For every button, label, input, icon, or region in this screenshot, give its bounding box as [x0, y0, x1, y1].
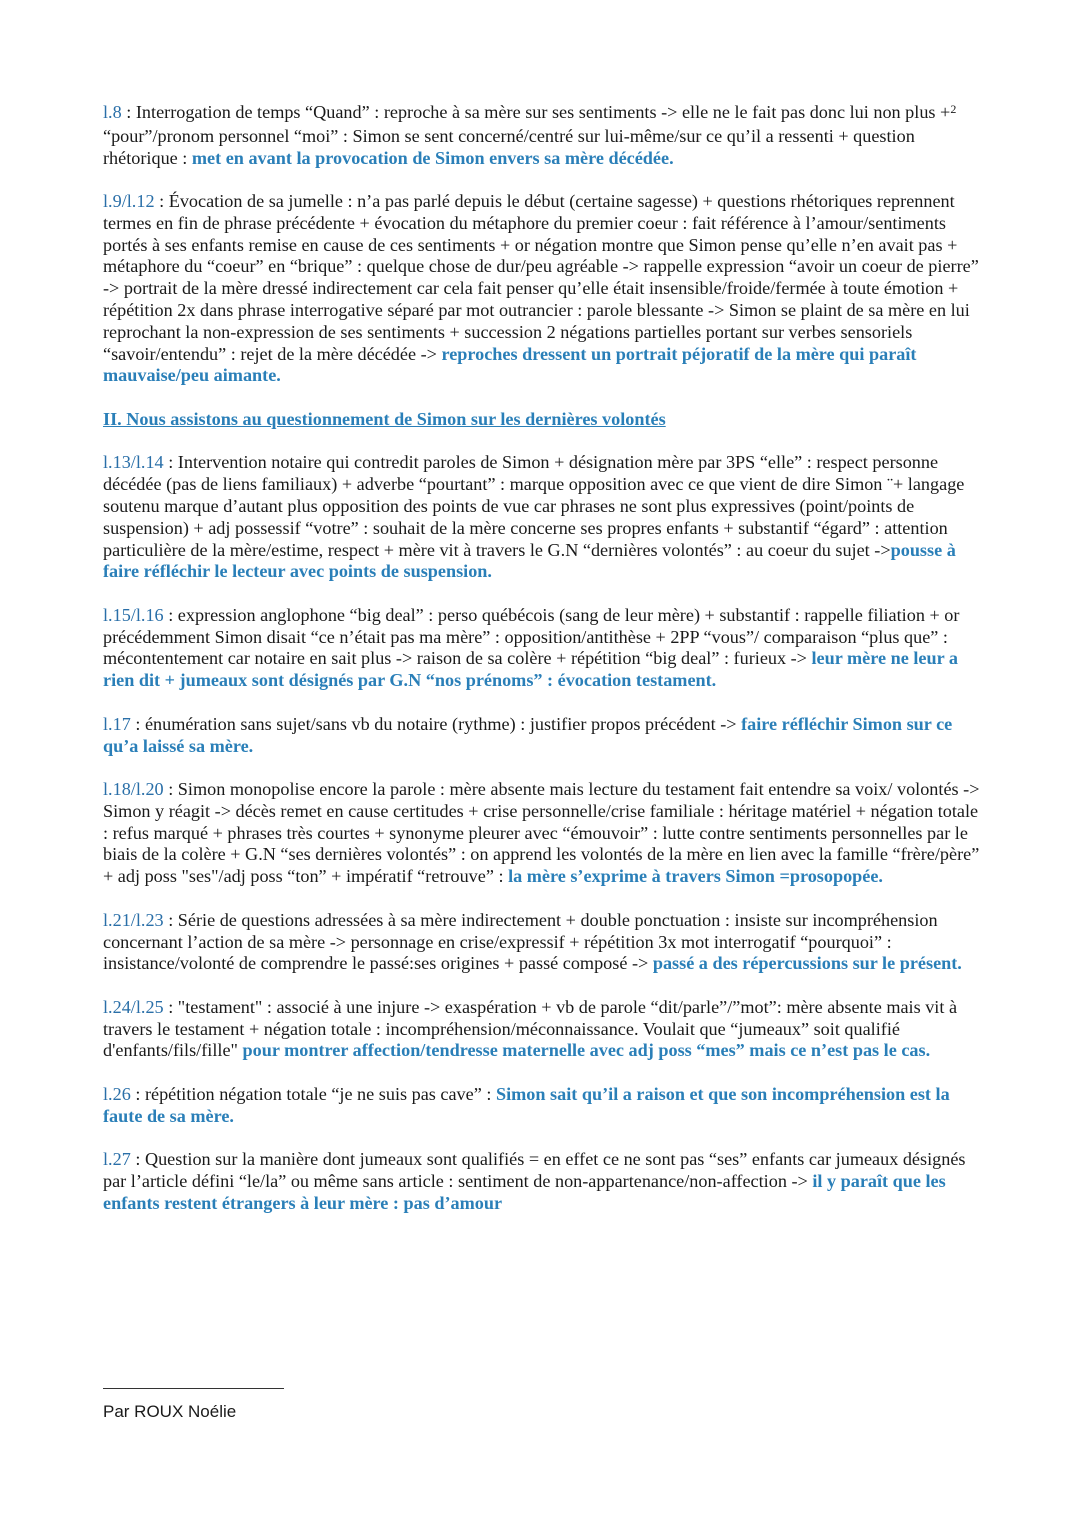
- separator: :: [163, 452, 178, 473]
- analysis-text: Question sur la manière dont jumeaux sont qualifiés = en effet ce ne sont pas “ses” enfants car jumeaux désignés par l’article défini “le/la” ou même sans article : sentiment de non-appartenance/non-affection ->: [103, 1149, 966, 1191]
- highlight-conclusion: met en avant la provocation de Simon envers sa mère décédée.: [191, 147, 674, 168]
- paragraph-l8: [103, 102, 981, 169]
- separator: :: [130, 1083, 145, 1104]
- analysis-text: énumération sans sujet/sans vb du notaire (rythme) : justifier propos précédent ->: [144, 713, 742, 734]
- separator: :: [121, 102, 136, 122]
- document-body: [103, 102, 981, 1236]
- highlight-conclusion: leur mère ne leur a rien dit + jumeaux sont désignés par G.N “nos prénoms” : évocation testament.: [103, 648, 958, 691]
- line-reference: l.21/l.23: [103, 909, 164, 930]
- highlight-conclusion: faire réfléchir Simon sur ce qu’a laissé sa mère.: [103, 713, 953, 756]
- analysis-text: Interrogation de temps “Quand” : reproche à sa mère sur ses sentiments -> elle ne le fait pas donc lui non plus +: [135, 102, 951, 122]
- separator: :: [163, 604, 178, 625]
- line-reference: l.15/l.16: [103, 604, 164, 625]
- line-reference: l.17: [103, 713, 131, 734]
- paragraph-l21-l23: [103, 910, 981, 975]
- highlight-conclusion: passé a des répercussions sur le présent.: [652, 953, 962, 974]
- paragraph-l18-l20: [103, 779, 981, 888]
- separator: :: [163, 909, 178, 930]
- analysis-text: "testament" : associé à une injure -> exaspération + vb de parole “dit/parle”/”mot”: mère absente mais vit à travers le testament + négation totale : incompréhension/méconnaissance. Voulait que “jumeaux” soit qualifié d'enfants/fils/fille": [103, 996, 958, 1061]
- paragraph-l17: [103, 714, 981, 758]
- highlight-conclusion: pousse à faire réfléchir le lecteur avec points de suspension.: [103, 539, 956, 582]
- highlight-conclusion: reproches dressent un portrait péjoratif de la mère qui paraît mauvaise/peu aimante.: [103, 343, 917, 386]
- paragraph-l24-l25: [103, 997, 981, 1062]
- line-reference: l.26: [103, 1083, 131, 1104]
- highlight-conclusion: pour montrer affection/tendresse maternelle avec adj poss “mes” mais ce n’est pas le cas.: [242, 1040, 931, 1061]
- separator: :: [130, 713, 145, 734]
- separator: :: [154, 191, 169, 212]
- line-reference: l.24/l.25: [103, 996, 164, 1017]
- highlight-conclusion: la mère s’exprime à travers Simon =prosopopée.: [508, 866, 883, 887]
- analysis-text: “pour”/pronom personnel “moi” : Simon se sent concerné/centré sur lui-même/sur ce qu’il a ressenti + question rhétorique :: [103, 125, 915, 168]
- line-reference: l.8: [103, 102, 122, 122]
- author-footer: Par ROUX Noélie: [103, 1402, 237, 1421]
- paragraph-l13-l14: [103, 452, 981, 583]
- line-reference: l.13/l.14: [103, 452, 164, 473]
- superscript: 2: [950, 102, 957, 116]
- highlight-conclusion: Simon sait qu’il a raison et que son incompréhension est la faute de sa mère.: [103, 1083, 950, 1126]
- paragraph-l26: [103, 1084, 981, 1128]
- paragraph-l27: [103, 1149, 981, 1214]
- analysis-text: Intervention notaire qui contredit paroles de Simon + désignation mère par 3PS “elle” : respect personne décédée (pas de liens familiaux) + adverbe “pourtant” : marque opposition avec ce que vient de dire Simon ¨+ langage soutenu marque d’autant plus opposition des points de vue car phrases ne sont plus expressives (point/points de suspension) + adj possessif “votre” : souhait de la mère concerne ses propres enfants + substantif “égard” : attention particulière de la mère/estime, respect + mère vit à travers le G.N “dernières volontés” : au coeur du sujet ->: [103, 452, 965, 560]
- paragraph-l15-l16: [103, 605, 981, 692]
- separator: :: [163, 779, 178, 800]
- paragraph-l9-l12: [103, 191, 981, 387]
- line-reference: l.18/l.20: [103, 779, 164, 800]
- section-heading: II. Nous assistons au questionnement de Simon sur les dernières volontés: [103, 408, 666, 429]
- analysis-text: répétition négation totale “je ne suis pas cave” :: [144, 1083, 496, 1104]
- line-reference: l.9/l.12: [103, 191, 155, 212]
- line-reference: l.27: [103, 1149, 131, 1170]
- analysis-text: Série de questions adressées à sa mère indirectement + double ponctuation : insiste sur incompréhension concernant l’action de sa mère -> personnage en crise/expressif + répétition 3x mot interrogatif “pourquoi” : insistance/volonté de comprendre le passé:ses origines + passé composé ->: [103, 909, 938, 974]
- separator: :: [163, 996, 178, 1017]
- analysis-text: Évocation de sa jumelle : n’a pas parlé depuis le début (certaine sagesse) + questions rhétoriques reprennent termes en fin de phrase précédente + évocation du métaphore du premier coeur : fait référence à l’amour/sentiments portés à ses enfants remise en cause de ces sentiments + or négation montre que Simon pense qu’elle n’en avait pas + métaphore du “coeur” en “brique” : quelque chose de dur/peu agréable -> rappelle expression “avoir un coeur de pierre” -> portrait de la mère dressé indirectement car cela fait penser qu’elle était insensible/froide/fermée à toute émotion + répétition 2x dans phrase interrogative séparé par mot outrancier : parole blessante -> Simon se plaint de sa mère en lui reprochant la non-expression de ses sentiments + succession 2 négations partielles portant sur verbes sensoriels “savoir/entendu” : rejet de la mère décédée ->: [103, 191, 979, 364]
- highlight-conclusion: il y paraît que les enfants restent étrangers à leur mère : pas d’amour: [103, 1170, 946, 1213]
- separator: :: [130, 1149, 145, 1170]
- analysis-text: Simon monopolise encore la parole : mère absente mais lecture du testament fait entendre sa voix/ volontés -> Simon y réagit -> décès remet en cause certitudes + crise personnelle/crise familiale : héritage matériel + négation totale : refus marqué + phrases très courtes + synonyme pleurer avec “émouvoir” : lutte contre sentiments personnelles par le biais de la colère + G.N “ses dernières volontés” : on apprend les volontés de la mère en lien avec la famille “frère/père” + adj poss "ses"/adj poss “ton” + impératif “retrouve” :: [103, 779, 980, 887]
- analysis-text: expression anglophone “big deal” : perso québécois (sang de leur mère) + substantif : rappelle filiation + or précédemment Simon disait “ce n’était pas ma mère” : opposition/antithèse + 2PP “vous”/ comparaison “plus que” : mécontentement car notaire en sait plus -> raison de sa colère + répétition “big deal” : furieux ->: [103, 604, 960, 669]
- footer-divider: [103, 1388, 284, 1389]
